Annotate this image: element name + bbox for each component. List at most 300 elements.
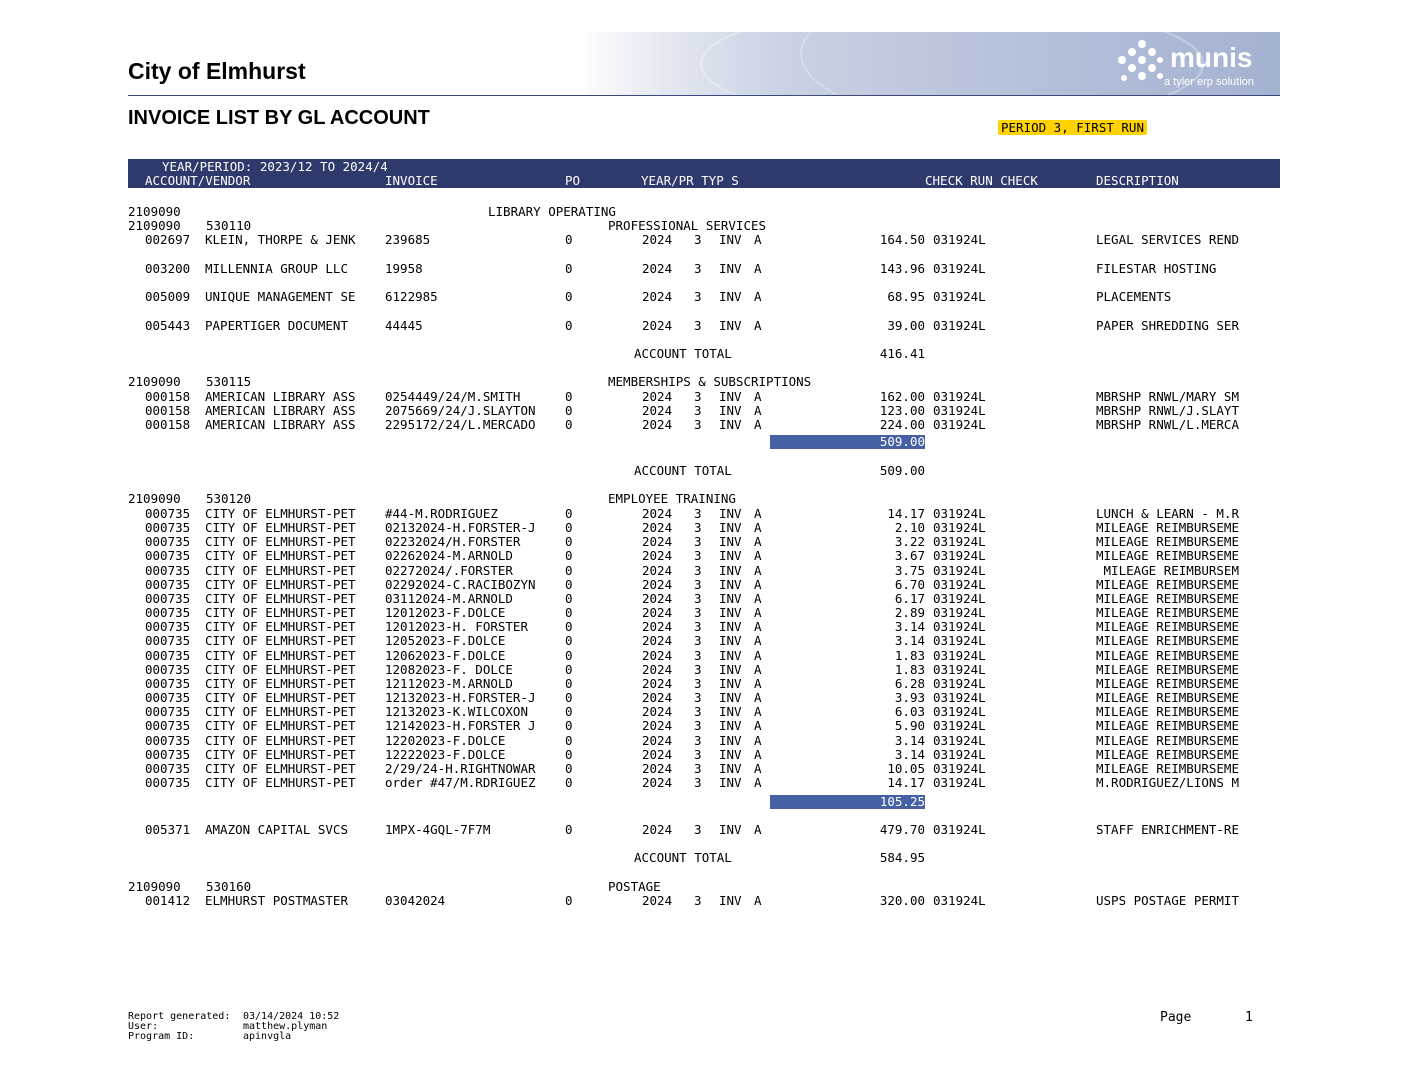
invoice-description: MILEAGE REIMBURSEME — [1096, 718, 1239, 734]
col-account-vendor: ACCOUNT/VENDOR — [145, 173, 251, 188]
gl-account-name: PROFESSIONAL SERVICES — [608, 218, 767, 233]
invoice-number: 02232024/H.FORSTER — [385, 534, 521, 550]
col-description: DESCRIPTION — [1096, 173, 1179, 188]
gl-account-name: EMPLOYEE TRAINING — [608, 491, 736, 506]
vendor-name: MILLENNIA GROUP LLC — [205, 261, 348, 276]
invoice-description: MBRSHP RNWL/MARY SM — [1096, 389, 1239, 404]
vendor-number: 000735 — [145, 775, 191, 791]
vendor-number: 001412 — [145, 893, 191, 908]
fiscal-year: 2024 — [642, 548, 673, 564]
invoice-description: MILEAGE REIMBURSEME — [1096, 760, 1239, 776]
account-total-label: ACCOUNT TOTAL — [634, 463, 732, 478]
fiscal-year: 2024 — [642, 822, 673, 837]
invoice-description: MBRSHP RNWL/J.SLAYT — [1096, 403, 1239, 419]
fiscal-year: 2024 — [642, 590, 673, 606]
invoice-type: INV — [719, 732, 742, 748]
invoice-amount: 14.17 — [887, 775, 925, 791]
vendor-name: CITY OF ELMHURST-PET — [205, 704, 356, 720]
invoice-description: MILEAGE REIMBURSEME — [1096, 647, 1239, 663]
fiscal-year: 2024 — [642, 704, 673, 720]
period-number: 3 — [694, 893, 702, 908]
invoice-status: A — [754, 520, 762, 536]
check-run: 031924L — [933, 718, 986, 734]
invoice-amount: 5.90 — [894, 718, 925, 734]
vendor-name: KLEIN, THORPE & JENK — [205, 232, 356, 247]
invoice-description: MILEAGE REIMBURSEME — [1096, 661, 1239, 677]
user-value: matthew.plyman — [243, 1021, 328, 1032]
invoice-status: A — [754, 318, 762, 333]
period-number: 3 — [694, 605, 702, 621]
invoice-type: INV — [719, 318, 742, 333]
vendor-name: CITY OF ELMHURST-PET — [205, 732, 356, 748]
period-number: 3 — [694, 318, 702, 333]
po-number: 0 — [565, 775, 573, 791]
check-run: 031924L — [933, 590, 986, 606]
vendor-name: CITY OF ELMHURST-PET — [205, 562, 356, 578]
check-run: 031924L — [933, 732, 986, 748]
vendor-name: AMERICAN LIBRARY ASS — [205, 417, 356, 433]
invoice-type: INV — [719, 893, 742, 908]
invoice-status: A — [754, 261, 762, 276]
period-number: 3 — [694, 562, 702, 578]
check-run: 031924L — [933, 534, 986, 550]
year-period-range: YEAR/PERIOD: 2023/12 TO 2024/4 — [162, 159, 388, 174]
gl-fund-code: 2109090 — [128, 218, 181, 233]
invoice-status: A — [754, 775, 762, 791]
invoice-amount: 3.22 — [894, 534, 925, 550]
period-number: 3 — [694, 675, 702, 691]
check-run: 031924L — [933, 647, 986, 663]
fund-name: LIBRARY OPERATING — [488, 204, 616, 219]
invoice-status: A — [754, 690, 762, 706]
page-label: Page — [1160, 1010, 1192, 1025]
invoice-status: A — [754, 403, 762, 419]
vendor-number: 000735 — [145, 704, 191, 720]
po-number: 0 — [565, 534, 573, 550]
munis-logo — [1112, 36, 1272, 92]
invoice-status: A — [754, 534, 762, 550]
vendor-name: CITY OF ELMHURST-PET — [205, 675, 356, 691]
subtotal-amount: 105.25 — [879, 794, 925, 809]
invoice-number: 12132023-K.WILCOXON — [385, 704, 528, 720]
period-badge: PERIOD 3, FIRST RUN — [998, 120, 1147, 135]
gl-object-code: 530110 — [206, 218, 252, 233]
vendor-name: CITY OF ELMHURST-PET — [205, 690, 356, 706]
po-number: 0 — [565, 232, 573, 247]
invoice-number: 02272024/.FORSTER — [385, 562, 513, 578]
invoice-description: MILEAGE REIMBURSEME — [1096, 746, 1239, 762]
invoice-type: INV — [719, 520, 742, 536]
invoice-status: A — [754, 718, 762, 734]
fiscal-year: 2024 — [642, 690, 673, 706]
invoice-amount: 224.00 — [879, 417, 925, 433]
po-number: 0 — [565, 318, 573, 333]
check-run: 031924L — [933, 775, 986, 791]
invoice-type: INV — [719, 562, 742, 578]
fiscal-year: 2024 — [642, 647, 673, 663]
invoice-status: A — [754, 417, 762, 433]
invoice-number: 12202023-F.DOLCE — [385, 732, 506, 748]
invoice-number: 2/29/24-H.RIGHTNOWAR — [385, 760, 536, 776]
vendor-number: 003200 — [145, 261, 191, 276]
fiscal-year: 2024 — [642, 661, 673, 677]
gl-fund-code: 2109090 — [128, 491, 181, 506]
invoice-description: MILEAGE REIMBURSEME — [1096, 520, 1239, 536]
invoice-type: INV — [719, 605, 742, 621]
invoice-type: INV — [719, 746, 742, 762]
organization-name: City of Elmhurst — [128, 58, 306, 84]
vendor-number: 000735 — [145, 690, 191, 706]
invoice-number: 44445 — [385, 318, 423, 333]
invoice-description: MILEAGE REIMBURSEME — [1096, 605, 1239, 621]
vendor-number: 000158 — [145, 403, 191, 419]
column-header-bar — [128, 159, 1280, 188]
period-number: 3 — [694, 261, 702, 276]
invoice-type: INV — [719, 775, 742, 791]
fiscal-year: 2024 — [642, 576, 673, 592]
check-run: 031924L — [933, 562, 986, 578]
check-run: 031924L — [933, 318, 986, 333]
subtotal-highlight — [770, 795, 925, 809]
po-number: 0 — [565, 548, 573, 564]
check-run: 031924L — [933, 619, 986, 635]
check-run: 031924L — [933, 506, 986, 521]
po-number: 0 — [565, 746, 573, 762]
invoice-description: MILEAGE REIMBURSEME — [1096, 675, 1239, 691]
page-number: 1 — [1245, 1010, 1253, 1025]
vendor-number: 000735 — [145, 605, 191, 621]
check-run: 031924L — [933, 704, 986, 720]
check-run: 031924L — [933, 893, 986, 908]
po-number: 0 — [565, 690, 573, 706]
po-number: 0 — [565, 732, 573, 748]
vendor-name: CITY OF ELMHURST-PET — [205, 605, 356, 621]
invoice-description: MILEAGE REIMBURSEME — [1096, 690, 1239, 706]
vendor-number: 000735 — [145, 718, 191, 734]
invoice-description: MILEAGE REIMBURSEME — [1096, 704, 1239, 720]
vendor-name: ELMHURST POSTMASTER — [205, 893, 348, 908]
col-invoice: INVOICE — [385, 173, 438, 188]
check-run: 031924L — [933, 746, 986, 762]
invoice-amount: 164.50 — [879, 232, 925, 247]
period-number: 3 — [694, 633, 702, 649]
fiscal-year: 2024 — [642, 893, 673, 908]
invoice-amount: 6.03 — [894, 704, 925, 720]
period-number: 3 — [694, 760, 702, 776]
period-number: 3 — [694, 403, 702, 419]
account-total-amount: 584.95 — [879, 850, 925, 865]
fiscal-year: 2024 — [642, 732, 673, 748]
check-run: 031924L — [933, 289, 986, 304]
fiscal-year: 2024 — [642, 318, 673, 333]
account-total-amount: 509.00 — [879, 463, 925, 478]
period-number: 3 — [694, 534, 702, 550]
invoice-amount: 3.14 — [894, 746, 925, 762]
vendor-number: 000735 — [145, 661, 191, 677]
invoice-amount: 14.17 — [887, 506, 925, 521]
period-number: 3 — [694, 746, 702, 762]
vendor-name: CITY OF ELMHURST-PET — [205, 619, 356, 635]
po-number: 0 — [565, 417, 573, 433]
invoice-status: A — [754, 289, 762, 304]
invoice-amount: 479.70 — [879, 822, 925, 837]
po-number: 0 — [565, 675, 573, 691]
po-number: 0 — [565, 289, 573, 304]
vendor-number: 005443 — [145, 318, 191, 333]
invoice-amount: 2.89 — [894, 605, 925, 621]
period-number: 3 — [694, 690, 702, 706]
program-id-value: apinvgla — [243, 1031, 292, 1042]
invoice-description: M.RODRIGUEZ/LIONS M — [1096, 775, 1239, 791]
vendor-name: CITY OF ELMHURST-PET — [205, 718, 356, 734]
invoice-type: INV — [719, 506, 742, 521]
invoice-number: 2075669/24/J.SLAYTON — [385, 403, 536, 419]
invoice-status: A — [754, 548, 762, 564]
invoice-number: 19958 — [385, 261, 423, 276]
logo-wordmark: munis — [1170, 42, 1253, 73]
vendor-number: 000735 — [145, 590, 191, 606]
period-number: 3 — [694, 232, 702, 247]
invoice-type: INV — [719, 619, 742, 635]
invoice-amount: 123.00 — [879, 403, 925, 419]
vendor-number: 000735 — [145, 506, 191, 521]
invoice-type: INV — [719, 647, 742, 663]
fiscal-year: 2024 — [642, 417, 673, 433]
invoice-status: A — [754, 675, 762, 691]
account-total-amount: 416.41 — [879, 346, 925, 361]
invoice-description: MILEAGE REIMBURSEME — [1096, 619, 1239, 635]
invoice-type: INV — [719, 389, 742, 404]
po-number: 0 — [565, 718, 573, 734]
invoice-amount: 6.70 — [894, 576, 925, 592]
invoice-description: MILEAGE REIMBURSEME — [1096, 732, 1239, 748]
invoice-amount: 3.14 — [894, 619, 925, 635]
invoice-amount: 6.28 — [894, 675, 925, 691]
generated-value: 03/14/2024 10:52 — [243, 1011, 340, 1022]
vendor-number: 000735 — [145, 633, 191, 649]
invoice-amount: 6.17 — [894, 590, 925, 606]
invoice-status: A — [754, 704, 762, 720]
vendor-number: 000735 — [145, 520, 191, 536]
invoice-amount: 3.75 — [894, 562, 925, 578]
invoice-type: INV — [719, 417, 742, 433]
invoice-amount: 162.00 — [879, 389, 925, 404]
po-number: 0 — [565, 661, 573, 677]
check-run: 031924L — [933, 232, 986, 247]
invoice-description: MILEAGE REIMBURSEME — [1096, 590, 1239, 606]
vendor-name: AMERICAN LIBRARY ASS — [205, 403, 356, 419]
po-number: 0 — [565, 822, 573, 837]
vendor-name: CITY OF ELMHURST-PET — [205, 534, 356, 550]
invoice-description: MBRSHP RNWL/L.MERCA — [1096, 417, 1239, 433]
period-number: 3 — [694, 289, 702, 304]
fiscal-year: 2024 — [642, 675, 673, 691]
fiscal-year: 2024 — [642, 746, 673, 762]
fiscal-year: 2024 — [642, 775, 673, 791]
po-number: 0 — [565, 562, 573, 578]
period-number: 3 — [694, 619, 702, 635]
invoice-number: 12082023-F. DOLCE — [385, 661, 513, 677]
munis-dots-logo-icon — [1112, 38, 1168, 88]
invoice-status: A — [754, 746, 762, 762]
po-number: 0 — [565, 403, 573, 419]
period-number: 3 — [694, 506, 702, 521]
invoice-type: INV — [719, 718, 742, 734]
period-number: 3 — [694, 590, 702, 606]
fiscal-year: 2024 — [642, 605, 673, 621]
vendor-number: 000735 — [145, 562, 191, 578]
vendor-number: 000735 — [145, 619, 191, 635]
check-run: 031924L — [933, 261, 986, 276]
po-number: 0 — [565, 760, 573, 776]
invoice-type: INV — [719, 690, 742, 706]
invoice-type: INV — [719, 232, 742, 247]
col-po: PO — [565, 173, 581, 188]
period-number: 3 — [694, 732, 702, 748]
invoice-number: #44-M.RODRIGUEZ — [385, 506, 498, 521]
invoice-description: STAFF ENRICHMENT-RE — [1096, 822, 1239, 837]
po-number: 0 — [565, 704, 573, 720]
gl-account-name: MEMBERSHIPS & SUBSCRIPTIONS — [608, 374, 812, 389]
check-run: 031924L — [933, 403, 986, 419]
fund-code: 2109090 — [128, 204, 181, 219]
invoice-type: INV — [719, 289, 742, 304]
period-number: 3 — [694, 520, 702, 536]
header-banner — [580, 32, 1280, 95]
fiscal-year: 2024 — [642, 562, 673, 578]
check-run: 031924L — [933, 675, 986, 691]
vendor-name: UNIQUE MANAGEMENT SE — [205, 289, 356, 304]
invoice-type: INV — [719, 760, 742, 776]
period-number: 3 — [694, 576, 702, 592]
vendor-name: PAPERTIGER DOCUMENT — [205, 318, 348, 333]
check-run: 031924L — [933, 389, 986, 404]
vendor-number: 000158 — [145, 417, 191, 433]
vendor-name: CITY OF ELMHURST-PET — [205, 506, 356, 521]
invoice-status: A — [754, 822, 762, 837]
invoice-number: 239685 — [385, 232, 431, 247]
fiscal-year: 2024 — [642, 718, 673, 734]
vendor-name: CITY OF ELMHURST-PET — [205, 576, 356, 592]
invoice-description: FILESTAR HOSTING — [1096, 261, 1217, 276]
check-run: 031924L — [933, 605, 986, 621]
po-number: 0 — [565, 576, 573, 592]
invoice-amount: 68.95 — [887, 289, 925, 304]
check-run: 031924L — [933, 760, 986, 776]
invoice-number: 12012023-F.DOLCE — [385, 605, 506, 621]
invoice-status: A — [754, 760, 762, 776]
vendor-name: CITY OF ELMHURST-PET — [205, 746, 356, 762]
invoice-description: USPS POSTAGE PERMIT — [1096, 893, 1239, 908]
check-run: 031924L — [933, 822, 986, 837]
fiscal-year: 2024 — [642, 619, 673, 635]
invoice-status: A — [754, 389, 762, 404]
invoice-status: A — [754, 633, 762, 649]
vendor-number: 000735 — [145, 760, 191, 776]
invoice-number: 03042024 — [385, 893, 446, 908]
po-number: 0 — [565, 590, 573, 606]
check-run: 031924L — [933, 690, 986, 706]
gl-object-code: 530115 — [206, 374, 252, 389]
vendor-name: CITY OF ELMHURST-PET — [205, 590, 356, 606]
invoice-type: INV — [719, 534, 742, 550]
check-run: 031924L — [933, 417, 986, 433]
vendor-name: AMAZON CAPITAL SVCS — [205, 822, 348, 837]
account-total-label: ACCOUNT TOTAL — [634, 346, 732, 361]
vendor-number: 000735 — [145, 647, 191, 663]
po-number: 0 — [565, 647, 573, 663]
invoice-amount: 3.67 — [894, 548, 925, 564]
invoice-type: INV — [719, 675, 742, 691]
vendor-number: 000735 — [145, 732, 191, 748]
fiscal-year: 2024 — [642, 520, 673, 536]
po-number: 0 — [565, 261, 573, 276]
period-number: 3 — [694, 548, 702, 564]
invoice-type: INV — [719, 822, 742, 837]
invoice-status: A — [754, 893, 762, 908]
invoice-number: order #47/M.RDRIGUEZ — [385, 775, 536, 791]
subtotal-highlight — [770, 435, 925, 449]
invoice-number: 12132023-H.FORSTER-J — [385, 690, 536, 706]
invoice-description: MILEAGE REIMBURSEME — [1096, 633, 1239, 649]
invoice-description: PLACEMENTS — [1096, 289, 1172, 304]
gl-fund-code: 2109090 — [128, 879, 181, 894]
vendor-number: 000735 — [145, 746, 191, 762]
gl-account-name: POSTAGE — [608, 879, 661, 894]
invoice-amount: 320.00 — [879, 893, 925, 908]
fiscal-year: 2024 — [642, 633, 673, 649]
period-number: 3 — [694, 417, 702, 433]
invoice-number: 12112023-M.ARNOLD — [385, 675, 513, 691]
generated-label: Report generated: — [128, 1011, 231, 1022]
check-run: 031924L — [933, 633, 986, 649]
vendor-name: CITY OF ELMHURST-PET — [205, 633, 356, 649]
invoice-amount: 1.83 — [894, 661, 925, 677]
invoice-number: 02262024-M.ARNOLD — [385, 548, 513, 564]
period-number: 3 — [694, 822, 702, 837]
invoice-number: 02292024-C.RACIBOZYN — [385, 576, 536, 592]
invoice-type: INV — [719, 576, 742, 592]
invoice-description: PAPER SHREDDING SER — [1096, 318, 1239, 333]
invoice-status: A — [754, 590, 762, 606]
invoice-type: INV — [719, 590, 742, 606]
invoice-number: 6122985 — [385, 289, 438, 304]
vendor-number: 000735 — [145, 576, 191, 592]
invoice-number: 0254449/24/M.SMITH — [385, 389, 521, 404]
fiscal-year: 2024 — [642, 232, 673, 247]
invoice-number: 2295172/24/L.MERCADO — [385, 417, 536, 433]
period-number: 3 — [694, 389, 702, 404]
vendor-number: 000735 — [145, 548, 191, 564]
invoice-number: 12142023-H.FORSTER J — [385, 718, 536, 734]
logo-tagline: a tyler erp solution — [1164, 76, 1254, 88]
header-rule — [128, 95, 1280, 96]
po-number: 0 — [565, 520, 573, 536]
invoice-status: A — [754, 605, 762, 621]
invoice-description: MILEAGE REIMBURSEME — [1096, 534, 1239, 550]
invoice-status: A — [754, 506, 762, 521]
invoice-amount: 39.00 — [887, 318, 925, 333]
period-number: 3 — [694, 647, 702, 663]
invoice-amount: 3.14 — [894, 732, 925, 748]
invoice-number: 02132024-H.FORSTER-J — [385, 520, 536, 536]
account-total-label: ACCOUNT TOTAL — [634, 850, 732, 865]
invoice-amount: 3.93 — [894, 690, 925, 706]
vendor-name: CITY OF ELMHURST-PET — [205, 760, 356, 776]
invoice-description: LUNCH & LEARN - M.R — [1096, 506, 1239, 521]
vendor-number: 005371 — [145, 822, 191, 837]
fiscal-year: 2024 — [642, 534, 673, 550]
